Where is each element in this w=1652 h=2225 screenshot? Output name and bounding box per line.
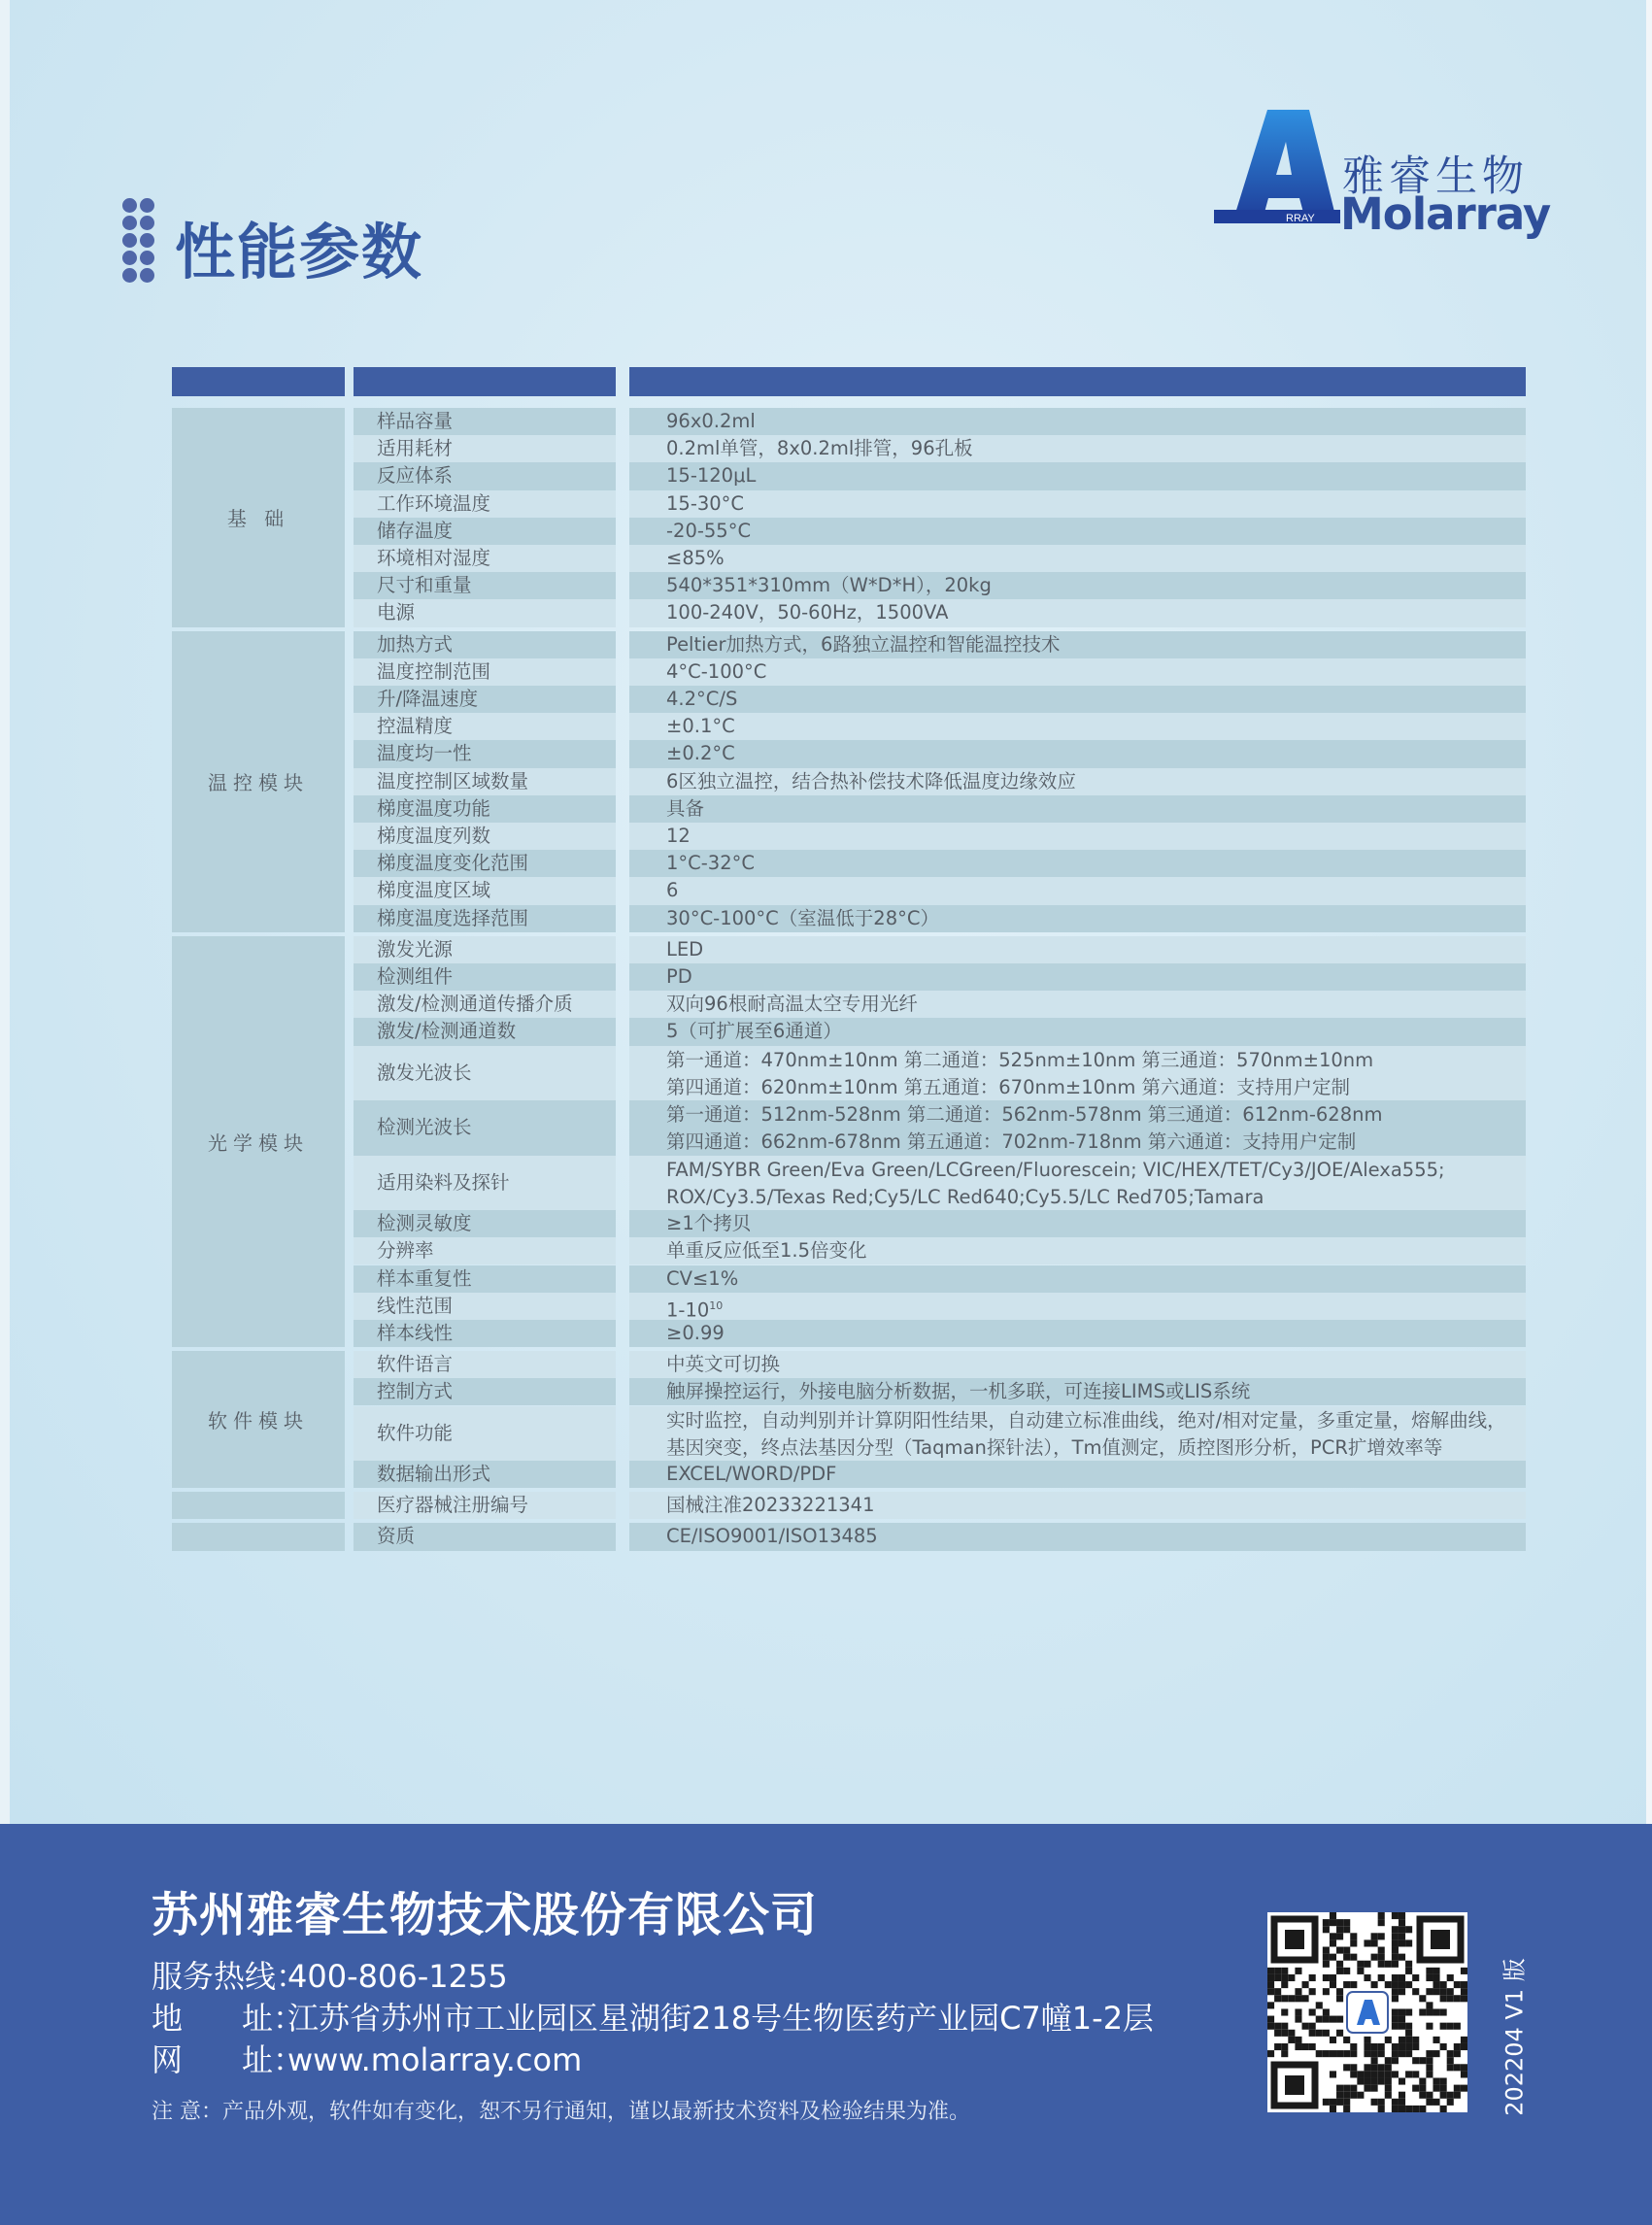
spec-value-line: 第四通道：662nm-678nm 第五通道：702nm-718nm 第六通道：支持用户定制 (666, 1130, 1357, 1154)
spec-value (629, 1378, 1526, 1405)
spec-value-text: 6区独立温控，结合热补偿技术降低温度边缘效应 (666, 769, 1076, 792)
spec-value (629, 795, 1526, 823)
spec-value (629, 850, 1526, 877)
spec-value (629, 435, 1526, 462)
spec-group-label: 基 础 (172, 408, 345, 627)
spec-value (629, 713, 1526, 740)
brand-name-en: Molarray (1340, 188, 1551, 240)
spec-value (629, 1100, 1526, 1156)
spec-value-text: 单重反应低至1.5倍变化 (666, 1239, 867, 1263)
spec-label: 温度控制范围 (354, 658, 616, 686)
spec-label: 样品容量 (354, 408, 616, 435)
brand-name-cn: 雅睿生物 (1342, 152, 1529, 201)
spec-value-text: ±0.2°C (666, 742, 735, 765)
spec-value (629, 1237, 1526, 1264)
spec-value-text: Peltier加热方式，6路独立温控和智能温控技术 (666, 632, 1061, 656)
spec-label: 加热方式 (354, 631, 616, 658)
spec-value (629, 599, 1526, 626)
spec-value-text: 15-30°C (666, 491, 745, 515)
spec-value (629, 991, 1526, 1018)
spec-label: 工作环境温度 (354, 490, 616, 518)
spec-value (629, 768, 1526, 795)
spec-label: 尺寸和重量 (354, 572, 616, 599)
address-label: 地 址： (152, 2000, 305, 2037)
spec-value-text: 5（可扩展至6通道） (666, 1020, 842, 1043)
spec-label: 储存温度 (354, 518, 616, 545)
spec-label: 激发光波长 (354, 1046, 616, 1101)
spec-value-line: 实时监控，自动判别并计算阴阳性结果，自动建立标准曲线，绝对/相对定量，多重定量，熔解曲线， (666, 1408, 1506, 1432)
spec-label: 环境相对湿度 (354, 545, 616, 572)
spec-value-text: 100-240V，50-60Hz，1500VA (666, 601, 949, 624)
website-link[interactable]: www.molarray.com (287, 2041, 583, 2078)
hotline-value: 400-806-1255 (287, 1958, 508, 1995)
spec-value (629, 1046, 1526, 1101)
spec-value (629, 490, 1526, 518)
spec-label: 分辨率 (354, 1237, 616, 1264)
spec-label: 温度控制区域数量 (354, 768, 616, 795)
spec-value (629, 1492, 1526, 1519)
spec-label: 梯度温度区域 (354, 877, 616, 904)
spec-value (629, 462, 1526, 489)
spec-value-text: 国械注准20233221341 (666, 1494, 875, 1517)
spec-value (629, 572, 1526, 599)
website-line (152, 2036, 582, 2080)
spec-label: 检测光波长 (354, 1100, 616, 1156)
spec-value-line: 第一通道：470nm±10nm 第二通道：525nm±10nm 第三通道：570nm±10nm (666, 1048, 1374, 1071)
spec-value-text: 触屏操控运行，外接电脑分析数据，一机多联，可连接LIMS或LIS系统 (666, 1380, 1251, 1403)
spec-value-text: 30°C-100°C（室温低于28°C） (666, 906, 939, 929)
hotline-label: 服务热线： (152, 1958, 308, 1995)
spec-value-text: EXCEL/WORD/PDF (666, 1463, 837, 1485)
logo-small-text: RRAY (1286, 213, 1315, 224)
table-header-cell (354, 367, 616, 396)
qr-code[interactable] (1267, 1912, 1467, 2112)
spec-value-text: 4.2°C/S (666, 688, 738, 710)
spec-group-label (172, 1492, 345, 1519)
spec-value-line: 第四通道：620nm±10nm 第五通道：670nm±10nm 第六通道：支持用户定制 (666, 1075, 1351, 1098)
spec-value-text: 96x0.2ml (666, 410, 756, 432)
spec-value-text: CE/ISO9001/ISO13485 (666, 1525, 878, 1548)
table-header-cell (172, 367, 345, 396)
spec-label: 软件语言 (354, 1351, 616, 1378)
spec-label: 激发/检测通道数 (354, 1018, 616, 1045)
address-line (152, 1994, 1154, 2039)
spec-label: 控温精度 (354, 713, 616, 740)
spec-value (629, 1406, 1526, 1462)
spec-label: 梯度温度变化范围 (354, 850, 616, 877)
spec-label: 线性范围 (354, 1293, 616, 1320)
spec-label: 激发/检测通道传播介质 (354, 991, 616, 1018)
spec-value-text: 6 (666, 879, 679, 902)
spec-value-text: 中英文可切换 (666, 1353, 781, 1376)
spec-value (629, 518, 1526, 545)
spec-label: 样本线性 (354, 1320, 616, 1347)
page-title: 性能参数 (175, 217, 424, 287)
spec-group-label (172, 1523, 345, 1550)
spec-value-text: 0.2ml单管，8x0.2ml排管，96孔板 (666, 437, 973, 460)
spec-label: 适用耗材 (354, 435, 616, 462)
spec-value (629, 408, 1526, 435)
spec-value-text: ≥1个拷贝 (666, 1212, 752, 1235)
spec-value (629, 823, 1526, 850)
spec-value (629, 686, 1526, 713)
spec-value-superscript: 10 (709, 1298, 724, 1312)
spec-label: 样本重复性 (354, 1265, 616, 1293)
spec-value (629, 1320, 1526, 1347)
spec-value-text: 12 (666, 825, 691, 847)
spec-value (629, 877, 1526, 904)
spec-label: 激发光源 (354, 936, 616, 963)
spec-value-text: CV≤1% (666, 1266, 739, 1290)
hotline-line (152, 1952, 508, 1997)
website-label: 网 址： (152, 2041, 305, 2078)
spec-value-text: 具备 (666, 796, 705, 820)
spec-label: 资质 (354, 1523, 616, 1550)
spec-label: 软件功能 (354, 1406, 616, 1462)
version-label: 202204 V1 版 (1500, 1958, 1529, 2116)
spec-label: 梯度温度功能 (354, 795, 616, 823)
page-edge (0, 0, 10, 1824)
spec-value (629, 1523, 1526, 1550)
spec-value-text: 1°C-32°C (666, 852, 755, 875)
spec-label: 电源 (354, 599, 616, 626)
spec-label: 检测组件 (354, 963, 616, 991)
spec-value-text: 1-10 (666, 1298, 710, 1320)
spec-label: 梯度温度选择范围 (354, 905, 616, 932)
spec-label: 适用染料及探针 (354, 1156, 616, 1211)
spec-value (629, 1461, 1526, 1488)
spec-value (629, 631, 1526, 658)
spec-label: 梯度温度列数 (354, 823, 616, 850)
spec-value-text: -20-55°C (666, 519, 752, 542)
spec-label: 数据输出形式 (354, 1461, 616, 1488)
spec-value (629, 1156, 1526, 1211)
spec-value-text: 双向96根耐高温太空专用光纤 (666, 993, 918, 1016)
spec-value (629, 1351, 1526, 1378)
spec-label: 温度均一性 (354, 740, 616, 767)
spec-value-line: FAM/SYBR Green/Eva Green/LCGreen/Fluorescein; VIC/HEX/TET/Cy3/JOE/Alexa555; (666, 1158, 1445, 1181)
spec-value (629, 936, 1526, 963)
spec-label: 医疗器械注册编号 (354, 1492, 616, 1519)
spec-value (629, 1293, 1526, 1320)
spec-group-label: 光学模块 (172, 936, 345, 1347)
spec-value (629, 905, 1526, 932)
spec-value-text: ≤85% (666, 547, 725, 569)
spec-label: 检测灵敏度 (354, 1210, 616, 1237)
spec-value (629, 545, 1526, 572)
spec-label: 控制方式 (354, 1378, 616, 1405)
spec-group-label: 温控模块 (172, 631, 345, 932)
spec-value (629, 1265, 1526, 1293)
spec-value (629, 1210, 1526, 1237)
spec-value-line: ROX/Cy3.5/Texas Red;Cy5/LC Red640;Cy5.5/LC Red705;Tamara (666, 1185, 1264, 1208)
company-name: 苏州雅睿生物技术股份有限公司 (152, 1888, 819, 1942)
spec-value (629, 1018, 1526, 1045)
spec-value-text: 4°C-100°C (666, 659, 767, 683)
spec-value-text: LED (666, 937, 704, 961)
address-value: 江苏省苏州市工业园区星湖街218号生物医药产业园C7幢1-2层 (287, 2000, 1155, 2037)
spec-label: 升/降温速度 (354, 686, 616, 713)
spec-value-text: 15-120μL (666, 464, 757, 488)
table-header-cell (629, 367, 1526, 396)
spec-value (629, 963, 1526, 991)
spec-group-label: 软件模块 (172, 1351, 345, 1488)
spec-value-text: 540*351*310mm（W*D*H），20kg (666, 574, 992, 597)
dots-icon (122, 198, 161, 286)
spec-value-text: PD (666, 965, 692, 988)
spec-value-line: 基因突变，终点法基因分型（Taqman探针法），Tm值测定，质控图形分析，PCR扩增效率等 (666, 1435, 1443, 1459)
spec-value-text: ≥0.99 (666, 1321, 725, 1344)
spec-value-text: ±0.1°C (666, 715, 735, 738)
spec-value (629, 740, 1526, 767)
spec-value-line: 第一通道：512nm-528nm 第二通道：562nm-578nm 第三通道：612nm-628nm (666, 1103, 1383, 1127)
spec-label: 反应体系 (354, 462, 616, 489)
spec-value (629, 658, 1526, 686)
disclaimer-note: 注 意：产品外观，软件如有变化，恕不另行通知，谨以最新技术资料及检验结果为准。 (152, 2100, 970, 2124)
